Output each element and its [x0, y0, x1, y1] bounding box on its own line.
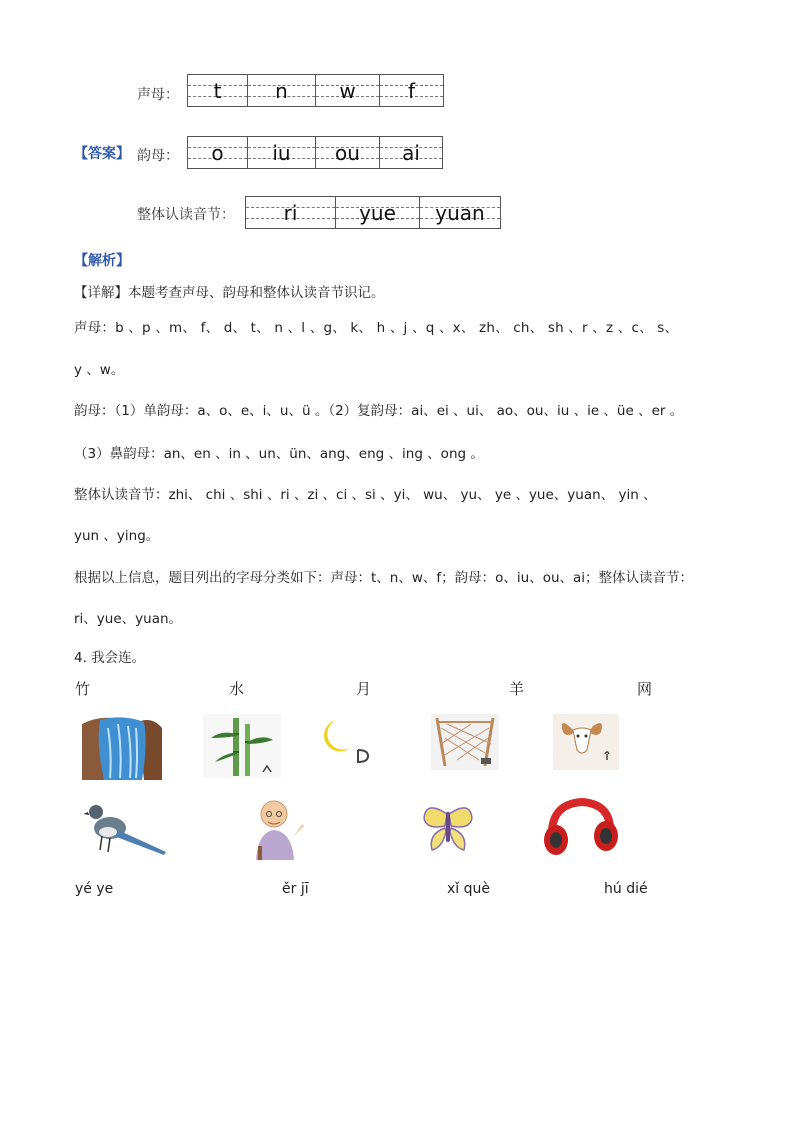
char-net: 网	[637, 680, 653, 698]
yunmu-cell: iu	[248, 137, 316, 168]
conclusion-line-1: 根据以上信息，题目列出的字母分类如下：声母：t、n、w、f；韵母：o、iu、ou、ai；整体认读音节：	[74, 570, 694, 586]
yunmu-box	[187, 136, 443, 169]
waterfall-icon	[82, 714, 162, 780]
yunmu-line-2: （3）鼻韵母：an、en 、in 、un、ün、ang、eng 、ing 、ong 。	[74, 446, 484, 462]
char-water: 水	[229, 680, 245, 698]
zhengti-cell: yuan	[420, 197, 500, 228]
shengmu-line-2: y 、w。	[74, 362, 125, 378]
pinyin-yeye: yé ye	[75, 881, 114, 897]
zhengti-line-2: yun 、ying。	[74, 528, 160, 544]
pinyin-xique: xǐ què	[447, 881, 490, 897]
headphones-icon	[540, 798, 620, 860]
grandpa-icon	[250, 796, 310, 860]
zhengti-cell: ri	[246, 197, 336, 228]
char-sheep: 羊	[509, 680, 525, 698]
shengmu-line-1: 声母：b 、p 、m、 f、 d、 t、 n 、l 、g、 k、 h 、j 、q 、x、 zh、 ch、 sh 、r 、z 、c、 s、	[74, 320, 679, 336]
zhengti-label: 整体认读音节：	[137, 207, 235, 223]
bamboo-icon	[203, 714, 281, 778]
yunmu-cell: o	[188, 137, 248, 168]
shengmu-label: 声母：	[137, 87, 179, 103]
char-moon: 月	[356, 680, 372, 698]
analysis-heading: 【解析】	[74, 253, 130, 269]
magpie-icon	[84, 800, 168, 858]
zhengti-cell: yue	[336, 197, 420, 228]
shengmu-cell: t	[188, 75, 248, 106]
moon-icon	[316, 716, 380, 766]
yunmu-label: 韵母：	[137, 148, 179, 164]
yunmu-cell: ou	[316, 137, 380, 168]
analysis-detail: 【详解】本题考查声母、韵母和整体认读音节识记。	[74, 285, 385, 301]
shengmu-cell: w	[316, 75, 380, 106]
net-icon	[431, 714, 499, 770]
butterfly-icon	[418, 800, 478, 856]
shengmu-cell: n	[248, 75, 316, 106]
char-bamboo: 竹	[75, 680, 91, 698]
zhengti-box	[245, 196, 501, 229]
pinyin-erji: ěr jī	[282, 881, 309, 897]
pinyin-hudie: hú dié	[604, 881, 648, 897]
question-4-title: 4. 我会连。	[74, 650, 146, 666]
shengmu-box	[187, 74, 444, 107]
answer-tag: 【答案】	[74, 146, 130, 162]
conclusion-line-2: ri、yue、yuan。	[74, 611, 183, 627]
zhengti-line-1: 整体认读音节：zhi、 chi 、shi 、ri 、zi 、ci 、si 、yi、 wu、 yu、 ye 、yue、yuan、 yin 、	[74, 487, 657, 503]
shengmu-cell: f	[380, 75, 443, 106]
goat-icon	[553, 714, 619, 770]
yunmu-cell: ai	[380, 137, 442, 168]
yunmu-line-1: 韵母：（1）单韵母：a、o、e、i、u、ü 。（2）复韵母：ai、ei 、ui、 ao、ou、iu 、ie 、üe 、er 。	[74, 403, 684, 419]
